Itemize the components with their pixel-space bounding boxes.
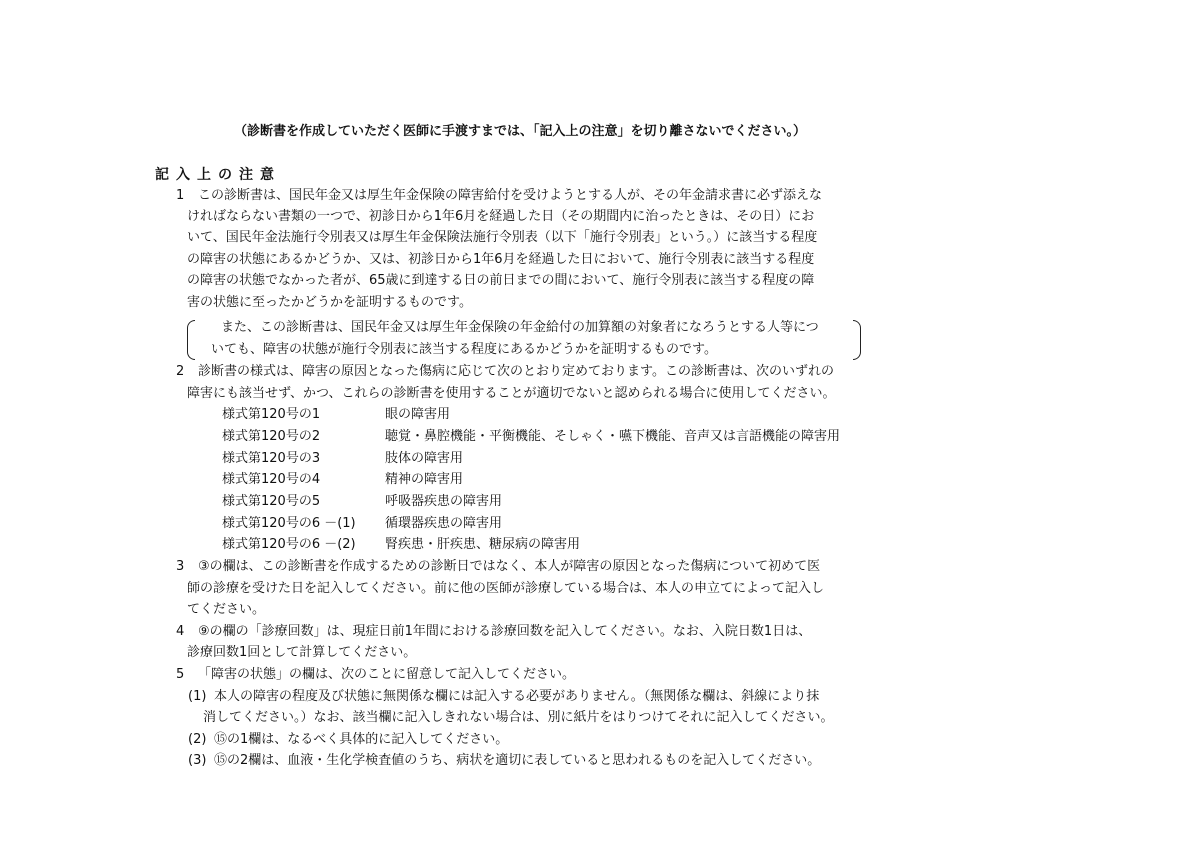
form-code: 様式第120号の5 xyxy=(222,494,321,509)
section-3-line: ③の欄は、この診断書を作成するための診断日ではなく、本人が障害の原因となった傷病について初めて医 xyxy=(198,559,821,574)
section-1-bracket-line: いても、障害の状態が施行令別表に該当する程度にあるかどうかを証明するものです。 xyxy=(211,342,717,357)
form-description: 腎疾患・肝疾患、糖尿病の障害用 xyxy=(385,537,581,552)
section-1-line: この診断書は、国民年金又は厚生年金保険の障害給付を受けようとする人が、その年金請求書に必ず添えな xyxy=(198,188,823,203)
section-1-line: の障害の状態にあるかどうか、又は、初診日から1年6月を経過した日において、施行令別表に該当する程度 xyxy=(187,252,815,267)
form-description: 呼吸器疾患の障害用 xyxy=(385,494,503,509)
detach-notice: （診断書を作成していただく医師に手渡すまでは、「記入上の注意」を切り離さないでください。） xyxy=(234,124,807,139)
form-description: 肢体の障害用 xyxy=(385,451,464,466)
item-line: ⑮の1欄は、なるべく具体的に記入してください。 xyxy=(214,732,509,747)
section-1-line: の障害の状態でなかった者が、65歳に到達する日の前日までの間において、施行令別表に該当する程度の障 xyxy=(187,273,815,288)
form-code: 様式第120号の6 －(1) xyxy=(222,516,356,531)
form-code: 様式第120号の1 xyxy=(222,407,321,422)
item-number: (3) xyxy=(188,753,207,768)
section-1-number: 1 xyxy=(176,188,185,203)
item-number: (2) xyxy=(188,732,207,747)
form-code: 様式第120号の4 xyxy=(222,472,321,487)
form-description: 精神の障害用 xyxy=(385,472,464,487)
item-number: (1) xyxy=(188,689,207,704)
form-description: 眼の障害用 xyxy=(385,407,451,422)
left-bracket xyxy=(187,320,195,360)
section-2-line: 障害にも該当せず、かつ、これらの診断書を使用することが適切でないと認められる場合に使用してください。 xyxy=(187,386,836,401)
form-code: 様式第120号の3 xyxy=(222,451,321,466)
form-code: 様式第120号の2 xyxy=(222,429,321,444)
right-bracket xyxy=(853,320,861,360)
section-4-line: ⑨の欄の「診療回数」は、現症日前1年間における診療回数を記入してください。なお、入院日数1日は、 xyxy=(198,624,812,639)
section-4-number: 4 xyxy=(176,624,185,639)
form-code: 様式第120号の6 －(2) xyxy=(222,537,356,552)
item-line: 消してください。）なお、該当欄に記入しきれない場合は、別に紙片をはりつけてそれに記入してください。 xyxy=(203,710,834,725)
section-4-line: 診療回数1回として計算してください。 xyxy=(187,645,417,660)
section-2-line: 診断書の様式は、障害の原因となった傷病に応じて次のとおり定めております。この診断書は、次のいずれの xyxy=(198,364,834,379)
form-description: 循環器疾患の障害用 xyxy=(385,516,503,531)
section-1-line: ければならない書類の一つで、初診日から1年6月を経過した日（その期間内に治ったときは、その日）にお xyxy=(187,209,815,224)
section-5-line: 「障害の状態」の欄は、次のことに留意して記入してください。 xyxy=(198,667,576,682)
section-2-number: 2 xyxy=(176,364,185,379)
section-3-line: 師の診療を受けた日を記入してください。前に他の医師が診療している場合は、本人の申立てによって記入し xyxy=(187,581,825,596)
section-1-bracket-line: また、この診断書は、国民年金又は厚生年金保険の年金給付の加算額の対象者になろうとする人等につ xyxy=(221,320,819,335)
item-line: 本人の障害の程度及び状態に無関係な欄には記入する必要がありません。（無関係な欄は、斜線により抹 xyxy=(214,689,820,704)
section-1-line: いて、国民年金法施行令別表又は厚生年金保険法施行令別表（以下「施行令別表」という。）に該当する程度 xyxy=(187,230,818,245)
section-1-line: 害の状態に至ったかどうかを証明するものです。 xyxy=(187,295,472,310)
section-5-number: 5 xyxy=(176,667,185,682)
section-3-line: てください。 xyxy=(187,602,266,617)
item-line: ⑮の2欄は、血液・生化学検査値のうち、病状を適切に表していると思われるものを記入してください。 xyxy=(214,753,821,768)
form-description: 聴覚・鼻腔機能・平衡機能、そしゃく・嚥下機能、音声又は言語機能の障害用 xyxy=(385,429,841,444)
section-3-number: 3 xyxy=(176,559,185,574)
section-heading: 記入上の注意 xyxy=(155,167,281,183)
